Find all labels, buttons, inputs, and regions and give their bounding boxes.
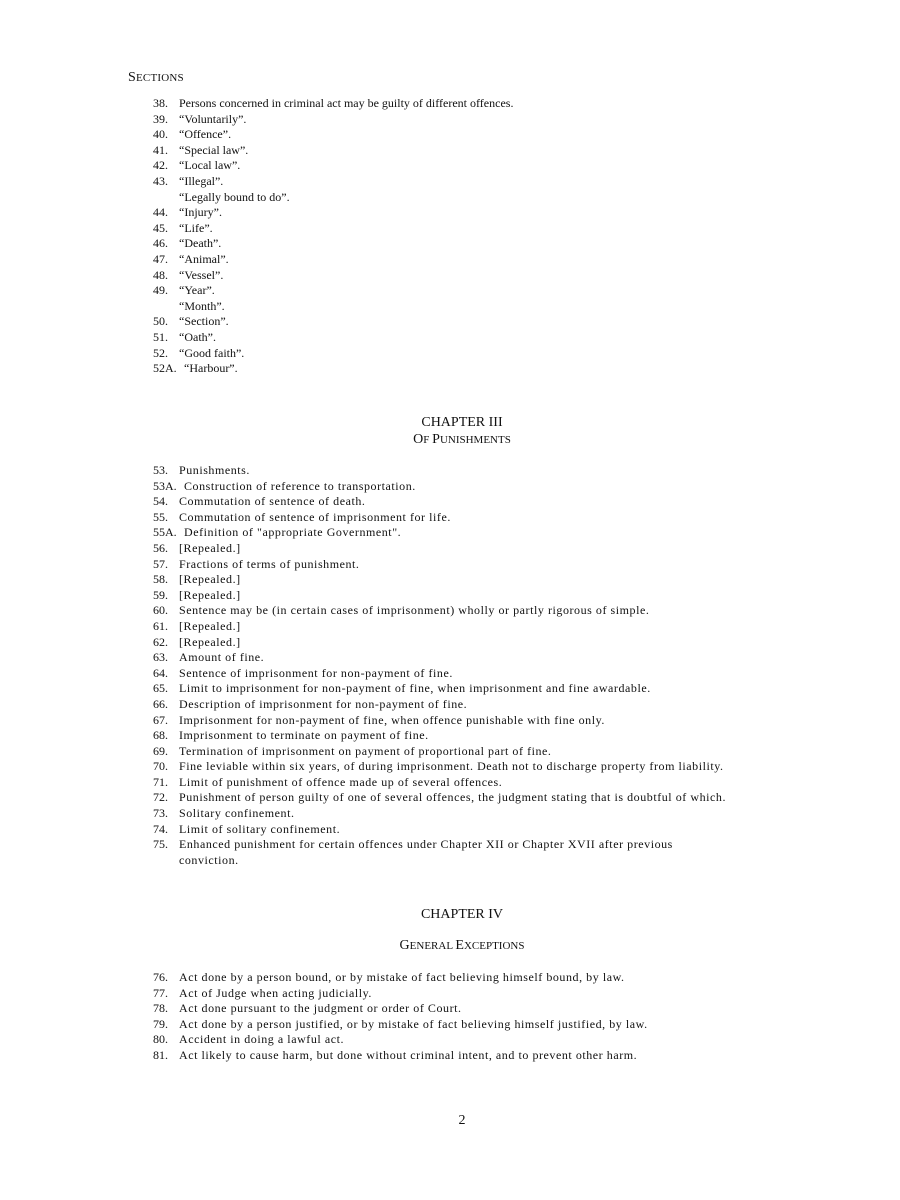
section-number: 49. xyxy=(153,283,168,298)
section-title: Definition of "appropriate Government". xyxy=(184,525,402,540)
sections-list-punishments xyxy=(153,463,726,868)
section-title: Imprisonment to terminate on payment of fine. xyxy=(179,728,429,743)
section-entry xyxy=(153,1048,648,1064)
section-number: 63. xyxy=(153,650,168,665)
section-entry xyxy=(153,619,726,635)
section-title: “Life”. xyxy=(179,220,213,235)
section-title: Act done by a person justified, or by mistake of fact believing himself justified, by law. xyxy=(179,1016,648,1031)
section-entry xyxy=(153,697,726,713)
section-entry xyxy=(153,713,726,729)
section-number: 62. xyxy=(153,634,168,649)
chapter-3-subtitle: OF PUNISHMENTS xyxy=(413,432,511,447)
section-title: Fine leviable within six years, of during imprisonment. Death not to discharge property from liability. xyxy=(179,759,724,774)
section-title: Limit of punishment of offence made up of several offences. xyxy=(179,774,503,789)
section-entry xyxy=(153,635,726,651)
chapter-3-title: CHAPTER III xyxy=(421,415,503,430)
section-title: [Repealed.] xyxy=(179,587,241,602)
section-number: 52. xyxy=(153,345,168,360)
section-entry xyxy=(153,728,726,744)
section-entry xyxy=(153,681,726,697)
section-number: 41. xyxy=(153,142,168,157)
section-title: “Month”. xyxy=(179,298,225,313)
section-entry xyxy=(153,759,726,775)
section-title: “Oath”. xyxy=(179,329,216,344)
section-entry xyxy=(153,330,513,346)
section-entry xyxy=(153,221,513,237)
section-number: 39. xyxy=(153,111,168,126)
section-title: “Harbour”. xyxy=(184,361,238,376)
section-title: Description of imprisonment for non-payment of fine. xyxy=(179,696,468,711)
section-number: 61. xyxy=(153,618,168,633)
section-entry xyxy=(153,853,726,869)
section-entry xyxy=(153,790,726,806)
section-title: “Animal”. xyxy=(179,251,229,266)
section-entry xyxy=(153,666,726,682)
section-title: “Death”. xyxy=(179,236,222,251)
section-entry xyxy=(153,479,726,495)
section-entry xyxy=(153,837,726,853)
section-title: [Repealed.] xyxy=(179,618,241,633)
section-number: 56. xyxy=(153,540,168,555)
section-entry xyxy=(153,346,513,362)
section-entry xyxy=(153,143,513,159)
section-entry xyxy=(153,1001,648,1017)
section-title: “Voluntarily”. xyxy=(179,111,247,126)
section-number: 50. xyxy=(153,314,168,329)
section-entry xyxy=(153,268,513,284)
section-number: 68. xyxy=(153,728,168,743)
section-number: 76. xyxy=(153,970,168,984)
section-number: 45. xyxy=(153,220,168,235)
section-title: Amount of fine. xyxy=(179,650,265,665)
page-number: 2 xyxy=(458,1113,466,1128)
section-number: 74. xyxy=(153,821,168,836)
section-title: “Vessel”. xyxy=(179,267,224,282)
section-number: 64. xyxy=(153,665,168,680)
section-title: Limit of solitary confinement. xyxy=(179,821,341,836)
section-number: 75. xyxy=(153,837,168,852)
section-number: 60. xyxy=(153,603,168,618)
section-entry xyxy=(153,1032,648,1048)
section-entry xyxy=(153,112,513,128)
section-title: Commutation of sentence of imprisonment for life. xyxy=(179,509,451,524)
section-title: Termination of imprisonment on payment of proportional part of fine. xyxy=(179,743,552,758)
section-number: 77. xyxy=(153,985,168,1000)
section-entry xyxy=(153,775,726,791)
chapter-4-title: CHAPTER IV xyxy=(420,907,504,922)
section-number: 66. xyxy=(153,696,168,711)
section-title: “Illegal”. xyxy=(179,173,224,188)
section-number: 73. xyxy=(153,806,168,821)
section-number: 57. xyxy=(153,556,168,571)
section-title: “Local law”. xyxy=(179,158,241,173)
section-title: conviction. xyxy=(179,852,239,867)
section-number xyxy=(153,190,179,206)
section-title: [Repealed.] xyxy=(179,540,241,555)
section-entry xyxy=(153,252,513,268)
section-number: 65. xyxy=(153,681,168,696)
section-number: 42. xyxy=(153,158,168,173)
section-title: Sentence may be (in certain cases of imprisonment) wholly or partly rigorous of simple. xyxy=(179,603,650,618)
section-title: Commutation of sentence of death. xyxy=(179,494,366,509)
sections-list-exceptions xyxy=(153,970,648,1064)
section-title: [Repealed.] xyxy=(179,572,241,587)
section-entry xyxy=(153,174,513,190)
section-entry xyxy=(153,541,726,557)
section-entry xyxy=(153,572,726,588)
section-number: 70. xyxy=(153,759,168,774)
section-title: Sentence of imprisonment for non-payment of fine. xyxy=(179,665,453,680)
section-entry xyxy=(153,314,513,330)
section-number: 78. xyxy=(153,1001,168,1016)
section-entry xyxy=(153,525,726,541)
section-title: Persons concerned in criminal act may be guilty of different offences. xyxy=(179,96,514,110)
section-entry xyxy=(153,557,726,573)
section-entry xyxy=(153,822,726,838)
section-title: Limit to imprisonment for non-payment of fine, when imprisonment and fine awardable. xyxy=(179,681,651,696)
section-number: 43. xyxy=(153,173,168,188)
section-title: Act done by a person bound, or by mistake of fact believing himself bound, by law. xyxy=(179,970,625,984)
section-number: 80. xyxy=(153,1032,168,1047)
section-number: 59. xyxy=(153,587,168,602)
section-entry xyxy=(153,970,648,986)
section-number: 81. xyxy=(153,1047,168,1062)
section-entry xyxy=(153,236,513,252)
section-entry xyxy=(153,283,513,299)
section-title: “Injury”. xyxy=(179,205,222,220)
section-number: 72. xyxy=(153,790,168,805)
section-title: Solitary confinement. xyxy=(179,806,295,821)
section-title: Accident in doing a lawful act. xyxy=(179,1032,344,1047)
section-number: 52A. xyxy=(153,361,177,376)
section-number: 44. xyxy=(153,205,168,220)
section-title: Enhanced punishment for certain offences under Chapter XII or Chapter XVII after previous xyxy=(179,837,673,852)
section-entry xyxy=(153,806,726,822)
section-number: 53. xyxy=(153,463,168,477)
section-title: Act done pursuant to the judgment or order of Court. xyxy=(179,1001,462,1016)
section-entry xyxy=(153,158,513,174)
section-entry xyxy=(153,190,513,206)
section-number: 55A. xyxy=(153,525,177,540)
section-number: 46. xyxy=(153,236,168,251)
section-number: 54. xyxy=(153,494,168,509)
section-number: 40. xyxy=(153,127,168,142)
section-title: “Section”. xyxy=(179,314,229,329)
section-entry xyxy=(153,744,726,760)
section-number: 67. xyxy=(153,712,168,727)
section-entry xyxy=(153,96,513,112)
section-title: Punishment of person guilty of one of several offences, the judgment stating that is doubtful of which. xyxy=(179,790,727,805)
chapter-4-subtitle: GENERAL EXCEPTIONS xyxy=(399,938,525,953)
section-title: “Special law”. xyxy=(179,142,249,157)
section-title: Fractions of terms of punishment. xyxy=(179,556,360,571)
section-title: Construction of reference to transportation. xyxy=(184,478,416,493)
section-entry xyxy=(153,986,648,1002)
section-number: 47. xyxy=(153,251,168,266)
section-entry xyxy=(153,650,726,666)
section-entry xyxy=(153,603,726,619)
section-title: “Good faith”. xyxy=(179,345,245,360)
section-number: 58. xyxy=(153,572,168,587)
section-entry xyxy=(153,127,513,143)
section-number: 51. xyxy=(153,329,168,344)
section-entry xyxy=(153,510,726,526)
sections-list-general xyxy=(153,96,513,377)
section-title: “Year”. xyxy=(179,283,215,298)
section-number: 79. xyxy=(153,1016,168,1031)
section-entry xyxy=(153,463,726,479)
section-entry xyxy=(153,361,513,377)
section-number xyxy=(153,299,179,315)
section-title: “Offence”. xyxy=(179,127,232,142)
section-title: Act of Judge when acting judicially. xyxy=(179,985,372,1000)
section-number: 69. xyxy=(153,743,168,758)
section-title: Imprisonment for non-payment of fine, when offence punishable with fine only. xyxy=(179,712,605,727)
section-entry xyxy=(153,299,513,315)
sections-label: SECTIONS xyxy=(128,70,184,85)
section-number: 55. xyxy=(153,509,168,524)
section-number: 53A. xyxy=(153,478,177,493)
section-entry xyxy=(153,494,726,510)
section-number: 38. xyxy=(153,96,168,110)
section-title: Punishments. xyxy=(179,463,250,477)
section-title: Act likely to cause harm, but done without criminal intent, and to prevent other harm. xyxy=(179,1047,638,1062)
section-entry xyxy=(153,588,726,604)
section-entry xyxy=(153,1017,648,1033)
section-number xyxy=(153,853,179,869)
section-title: “Legally bound to do”. xyxy=(179,189,290,204)
section-title: [Repealed.] xyxy=(179,634,241,649)
section-entry xyxy=(153,205,513,221)
section-number: 71. xyxy=(153,774,168,789)
section-number: 48. xyxy=(153,267,168,282)
